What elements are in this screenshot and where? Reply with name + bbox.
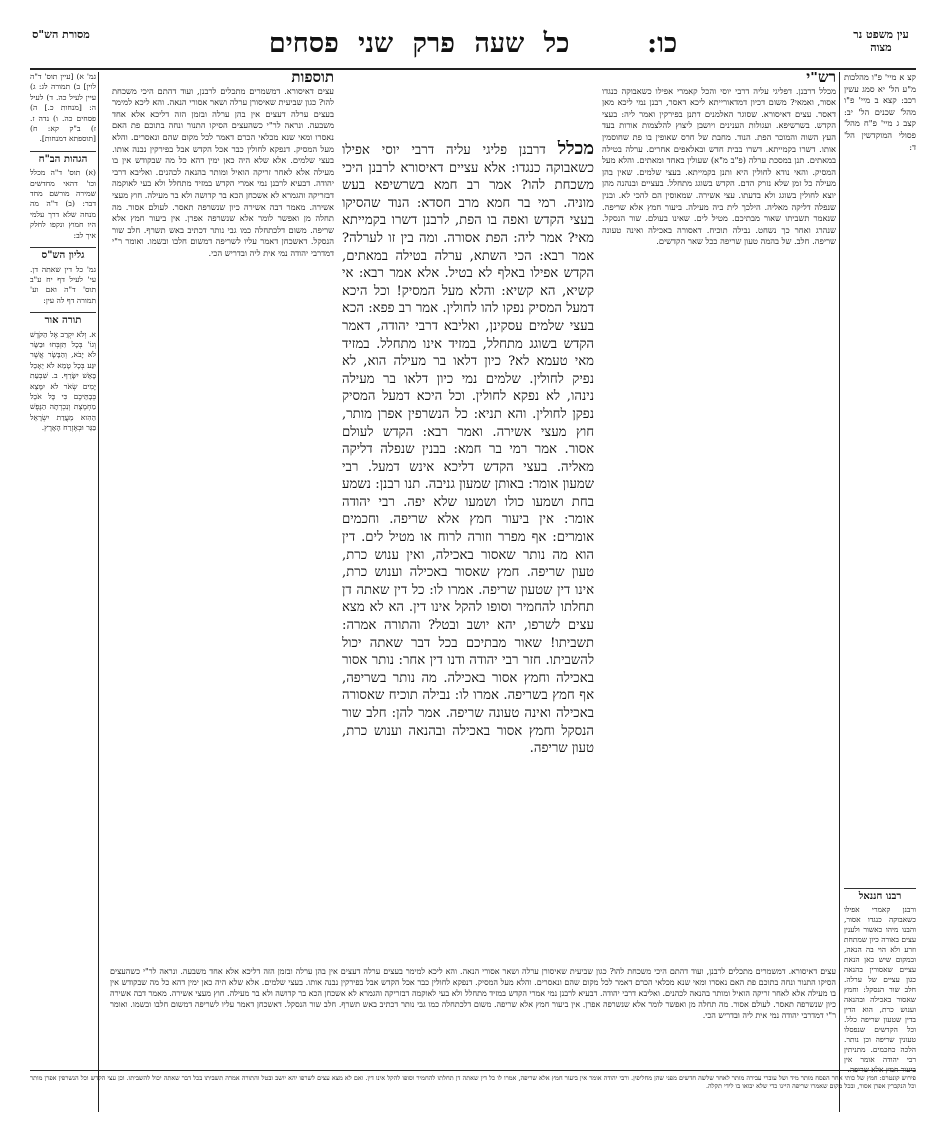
left-divider bbox=[98, 72, 99, 1112]
hagahot-label: הגהות הב"ח bbox=[30, 151, 96, 165]
gilyon-text: גמ' כל דין שאתה דן. עי' לעיל דף יח ע"ב תוס' ד"ה ואם וע' תמורה דף לה עין: bbox=[30, 264, 96, 305]
chapter-title bbox=[150, 22, 796, 66]
page-label: כו: bbox=[647, 28, 678, 59]
torah-or-text: א. וְלֹא יִקְרַב אֶל הַקֹּדֶשׁ וְגוֹ' בְּכָל תִּזְבְּחוּ וּבַשָּׂר לֹא יָבֹא, וְהַבָּשָׂר אֲשֶׁר יִגַּע בְּכָל טָמֵא לֹא יֵאָכֵל בָּאֵשׁ יִשָּׂרֵף. ב. שִׁבְעַת יָמִים שְׂאֹר לֹא יִמָּצֵא בְּבָתֵּיכֶם כִּי כָּל אֹכֵל מַחְמֶצֶת וְנִכְרְתָה הַנֶּפֶשׁ הַהִוא מֵעֲדַת יִשְׂרָאֵל בַּגֵּר וּבְאֶזְרַח הָאָרֶץ. bbox=[30, 329, 96, 433]
rabbenu-chananel-label: רבנו חננאל bbox=[844, 888, 916, 902]
hagahot-text: (א) תוס' ד"ה מכלל וכו' דהאי מחדשים שמירה מורשם מחד דבר: (ב) ד"ה מה מנחה שלא דרך עלמי היו חמוץ ונקפו לחלק איך לב: bbox=[30, 168, 96, 240]
rashi-column bbox=[602, 72, 836, 872]
rabbenu-chananel-text: ורבנן קאמרי אפילו כשאבוקה כנגדו אסור, והבנו מיהו כאשור ולענין עצים באורה כיון שמתחת וזרע ולא הוי בה הנאה, ובמקום שיש כאן הנאת עציים שאסורין בהנאה כגון עציים של ערלה. חלב שור הנסקל: וחמץ שאסור באכילה ובהנאה וענוש כרת, הוא הדין בדין שטעון שריפה כלל. וכל הקדשים שנפסלו טעונין שריפה וכן נותר. הלכה כחכמים. מתניתין רבי יהודה אומר אין bbox=[844, 905, 916, 1064]
lower-commentary-text: עצים דאיסורא. דמשמרים מתכלים לרבנן, ועוד דהתם היכי משכחת להו? כגון שביעית שאיסורן ערלה ושאר אסורי הנאה. והא ליכא למימר בעצים ערלה דעצים אין בהן ערלה ובזמן הזה דליכא אלא אחד משבעה. ונראה לר"י כשהעצים הסיקו התנור ונחה בתוכם פת האם נאסרו ומאי שנא מכלאי הכרם דאמר לכל מקום שהם ונאסרים. והלא מעל המסיק. דנפקא לחולין כבר אכל הקדש אבל בפירקין נבנה אותו. בעצי שלמים. אלא שלא היה כאן ימין דהא כל מה שבקודש אין בו מעילה אלא לאחר זריקה הואיל ומותר בהנאה לכהנים. ואליבא דרבי יהודה. דבעיא לרבנן נמי אמרי הקדש במזיד מתחלל ולא בעי לאוקמה דבזריקה והגמרא לא אשכחן הכא בר קדושה ולא בר מעילה. חוץ מעצי אשירה. מאמר דבה אשירה כיון שנשרפה תאסר. לעולם אסור. מה תחלה מן ואפשר לומר אלא שנשרפה אפרן. אין ביעור חמץ אלא שריפה. משום דלכתחלה כמו גבי נותר דכתיב באש תשרף. חלב שור הנסקל. דאשכחן דאמר עליו לשריפה דמשום חלבו ובשמו. ואומר ר"י דמדרבי יהודה נמי אית ליה ובדריש הכי. bbox=[110, 967, 836, 1020]
talmud-page bbox=[30, 22, 916, 1132]
gemara-text: דרבנן פליגי עליה דרבי יוסי אפילו כשאבוקה כנגדו: אלא עציים דאיסורא לרבנן היכי משכחת להו? אמר רב חמא בשרשיפא בעש מוניה. רמי בר חמא מרב חסדא: הנוד שהסיקו בעצי הקדש ואפה בו הפת, לרבנן דשרו בקמייתא מאי? אמר ליה: הפת אסורה. ומה בין זו לערלה? אמר רבא: הכי השתא, ערלה בטילה במאתים, הקדש אפילו באלף לא בטיל. אלא אמר רבא: אי קשיא, הא קשיא: והלא מעל המסיק! וכל היכא דמעל המסיק נפקו להו לחולין. אמר רב פפא: הכא בעצי שלמים עסקינן, ואליבא דרבי יהודה, דאמר הקדש בשוגג מתחלל, במזיד אינו מתחלל. במזיד מאי טעמא לא? כיון דלאו בר מעילה הוא, לא נפיק לחולין. שלמים נמי כיון דלאו בר מעילה נינהו, לא נפקא לחולין. וכל היכא דמעל המסיק נפקן לחולין. והא תניא: כל הנשרפין אפרן מותר, חוץ מעצי אשירה. ואמר רבא: הקדש לעולם אסור. אמר רמי בר חמא: בבנין שנפלה דליקה מאליה. בעצי הקדש דליכא אינש דמעל. רבי שמעון אומר: באותן שמעון גניבה. תנו רבנן: נשמע בחת ושמעו כולו ושמעו שלא יפה. רבי יהודה אומר: אין ביעור חמץ אלא שריפה. וחכמים אומרים: אף מפרר וזורה לרוח או מטיל לים. דין הוא מה נותר שאסור באכילה, ואין ענוש כרת, טעון שריפה. חמץ שאסור באכילה וענוש כרת, אינו דין שטעון שריפה. אמרו לו: כל דין שאתה דן תחלתו להחמיר וסופו להקל אינו דין. הא לא מצא עצים לשרפו, יהא יושב ובטל? והתורה אמרה: תשביתו! שאור מבתיכם בכל דבר שאתה יכול להשביתו. חזר רבי יהודה ודנו דין אחר: נותר אסור באכילה וחמץ אסור באכילה. מה נותר בשריפה, אף חמץ בשריפה. אמרו לו: נבילה תוכיח שאסורה באכילה ואינה טעונה שריפה. אמר להן: חלב שור הנסקל וחמץ אסור באכילה ובהנאה וענוש כרת, טעון שריפה. bbox=[342, 143, 594, 757]
header-rule bbox=[30, 68, 916, 70]
gemara-column bbox=[342, 140, 594, 960]
tosafot-text: עצים דאיסורא. דמשמרים מתכלים לרבנן, ועוד דהתם היכי משכחת להו? כגון שביעית שאיסורן ערלה ושאר אסורי הנאה. והא ליכא למימר בעצים ערלה דעצים אין בהן ערלה ובזמן הזה דליכא אלא אחד משבעה. ונראה לר"י כשהעצים הסיקו התנור ונחה בתוכם פת האם נאסרו ומאי שנא מכלאי הכרם דאמר לכל מקום שהם ונאסרים. והלא מעל המסיק. דנפקא לחולין כבר אכל הקדש אבל בפירקין נבנה אותו. בעצי שלמים. אלא שלא היה כאן ימין דהא כל מה שבקודש אין בו מעילה אלא לאחר זריקה הואיל ומותר בהנאה לכהנים. ואליבא דרבי יהודה. דבעיא לרבנן נמי אמרי הקדש במזיד מתחלל ולא בעי לאוקמה דבזריקה והגמרא לא אשכחן הכא בר קדושה ולא בר מעילה. חוץ מעצי אשירה. מאמר דבה אשירה כיון שנשרפה תאסר. לעולם אסור. מה תחלה מן ואפשר לומר אלא שנשרפה אפרן. אין ביעור חמץ אלא שריפה. משום דלכתחלה כמו גבי נותר דכתיב באש תשרף. חלב שור הנסקל. דאשכחן דאמר עליו לשריפה דמשום חלבו ובשמו. ואומר ר"י דמדרבי יהודה נמי אית ליה ובדריש הכי. bbox=[112, 85, 334, 258]
masoret-text: גמ' א) [עיין תוס' ד"ה לוין] ב) תמורה לג: ג) עיין לעיל כה. ד) לעיל ה: [מנחות כ.] ה) פסחים כה. ו) נדה ז. ז) ב"ק קא: ח) [תוספתא דמנחות]. bbox=[30, 72, 96, 144]
ein-mishpat-text: קצ א מיי' פ"ו מהלכות מ"ע הל' יא סמג עשין רכב: קצא ב מיי' פ"ו מהל' שכנים הל' יב: קצב ג מיי' פ"ח מהל' פסולי המוקדשין הל' ד: bbox=[844, 72, 916, 152]
gilyon-label: גליון הש"ס bbox=[30, 247, 96, 261]
right-divider bbox=[839, 72, 840, 1112]
footer-rule bbox=[30, 1070, 916, 1071]
tosafot-column bbox=[112, 72, 334, 872]
bottom-note bbox=[30, 1074, 916, 1130]
chapter-name: כל שעה פרק שני פסחים bbox=[268, 28, 570, 59]
tosafot-label: תוספות bbox=[291, 72, 334, 86]
masoret-header: מסורת הש"ס bbox=[32, 28, 90, 41]
bottom-note-text: פירוש קונטרס: חמץ של כותי אחר הפסח מותר מיד ושל עוברי עבירה מותר לאחר שלשה חדשים מפני שהן מחליפין. ורבי יהודה אומר אין ביעור חמץ אלא שריפה, אמרו לו כל דין שאתה דן תחלתו להחמיר וסופו להקל אינו דין. ואם לא מצא עצים לשרפו יהא יושב ובטל והתורה אמרה תשביתו בכל דבר שאתה יכול להשביתו. וכן עצי הקדש וכל הנשרפין אפרן מותר וכל הנקברין אפרן אסור, ובכל מקום שאמרו שריפה היינו כדי שלא יבואו בו לידי תקלה. bbox=[30, 1074, 916, 1091]
rashi-text: מכלל דרבנן. דפליגי עליה דרבי יוסי והכל קאמרי אפילו כשאבוקה כנגדו אסור, ואמאי? משום דכיון דמדאורייתא ליכא דאסר, רבנן נמי ליכא מאן דאסר. עצים דאיסורא. שסוגר האלמנים דתנן בפירקין ואמר ליה: בעצי הקדש. בשרשיפא. ועגולות הענינים ויושבן ליצוץ להלצמות אורות בעד העץ השוה והמוכר הפת. הנוד. מחבת של חרס שאופין בו פת שחוסמין אותו. דשרו בקמייתא. דשרו בבית חדש ובאלאפים אחרים. ערלה בטילה במאתים. תנן במסכת ערלה (פ"ב מ"א) שעולין באחד ומאתים. והלא מעל המסיק. והאי נודא לחולין היא ותנן בקמייתא. בעצי שלמים. שאין בהן מעילה כל זמן שלא נזרק הדם. הקדש בשוגג מתחלל. בעציים ובנהנה מהן יוצא לחולין בשוגג ולא בדעתו. עצי אשירה. שמאוסין הם להכי לא. ובנין שנפלה דליקה מאליה. הילכך לית ביה מעילה. ביעור חמץ אלא שריפה. שנאמר תשביתו שאור מבתיכם. מטיל לים. שאינו בעולם. שור הנסקל. שנהרג ואחר כך נשחט. נבילה תוכיח. דאסורה באכילה ואינה טעונה שריפה. חלב. של בהמה טעון שריפה ככל שאר הקדשים. bbox=[602, 85, 836, 247]
torah-or-label: תורה אור bbox=[30, 312, 96, 326]
ein-mishpat-header: עין משפט נר מצוה bbox=[853, 28, 909, 54]
gemara-lead-word: מכלל bbox=[557, 140, 594, 159]
masoret-column bbox=[30, 72, 96, 582]
ein-mishpat-column bbox=[844, 72, 916, 872]
rashi-label: רש"י bbox=[806, 72, 836, 86]
lower-commentary bbox=[110, 966, 836, 1066]
